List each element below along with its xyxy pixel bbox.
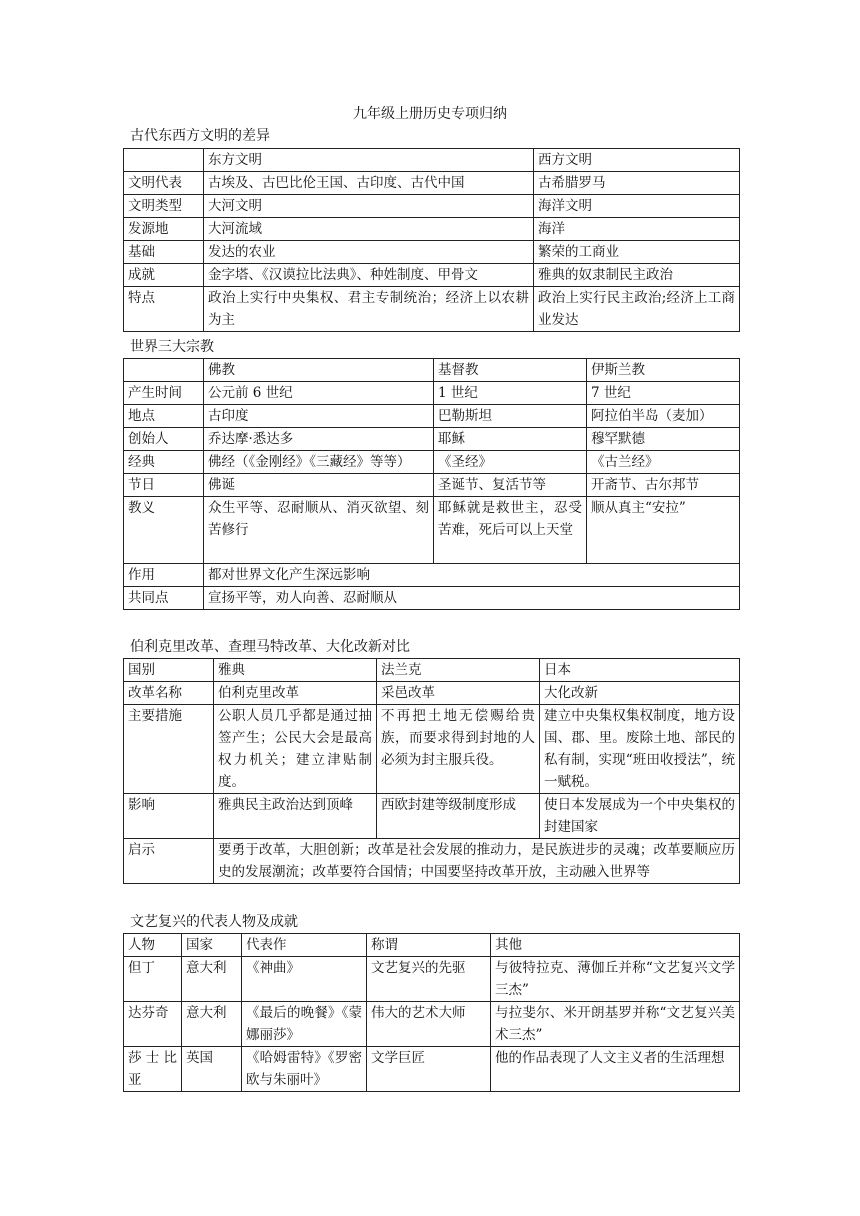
table-cell: 《古兰经》 <box>587 451 740 474</box>
table-cell: 要勇于改革，大胆创新；改革是社会发展的推动力，是民族进步的灵魂；改革要顺应历史的发展潮流；改革要符合国情；中国要坚持改革开放，主动融入世界等 <box>214 839 740 884</box>
table-cell: 雅典民主政治达到顶峰 <box>214 794 377 839</box>
table-cell: 公元前 6 世纪 <box>204 382 434 405</box>
table-cell: 穆罕默德 <box>587 428 740 451</box>
table-cell: 雅典 <box>214 659 377 682</box>
table-cell: 启示 <box>124 839 214 884</box>
table-row <box>124 264 740 287</box>
table-cell: 圣诞节、复活节等 <box>434 474 587 497</box>
table-cell: 使日本发展成为一个中央集权的封建国家 <box>540 794 740 839</box>
civilization-table <box>123 148 740 332</box>
table-cell: 教义 <box>124 497 204 564</box>
table-cell: 文明代表 <box>124 172 204 195</box>
table-cell: 影响 <box>124 794 214 839</box>
table-row <box>124 839 740 884</box>
table-row <box>124 497 740 564</box>
table-cell: 佛经（《金刚经》《三藏经》等等） <box>204 451 434 474</box>
table-cell: 称谓 <box>367 934 491 957</box>
table-cell: 节日 <box>124 474 204 497</box>
table-cell: 海洋 <box>534 218 740 241</box>
table-cell: 与彼特拉克、薄伽丘并称“文艺复兴文学三杰” <box>491 957 740 1002</box>
table-cell: 西欧封建等级制度形成 <box>377 794 540 839</box>
section-title-renaissance: 文艺复兴的代表人物及成就 <box>130 914 298 930</box>
table-cell: 创始人 <box>124 428 204 451</box>
table-cell: 巴勒斯坦 <box>434 405 587 428</box>
table-cell: 众生平等、忍耐顺从、消灭欲望、刻苦修行 <box>204 497 434 564</box>
table-cell: 代表作 <box>242 934 367 957</box>
table-cell: 建立中央集权集权制度，地方设国、郡、里。废除土地、部民的私有制，实现“班田收授法”，统一赋税。 <box>540 705 740 794</box>
table-cell: 基督教 <box>434 359 587 382</box>
table-row <box>124 1002 740 1047</box>
table-cell: 国家 <box>182 934 242 957</box>
table-cell: 日本 <box>540 659 740 682</box>
table-cell: 特点 <box>124 287 204 332</box>
table-cell: 金字塔、《汉谟拉比法典》、种姓制度、甲骨文 <box>204 264 534 287</box>
religions-table <box>123 358 740 610</box>
table-row <box>124 451 740 474</box>
table-cell: 东方文明 <box>204 149 534 172</box>
table-row <box>124 957 740 1002</box>
table-cell: 宣扬平等，劝人向善、忍耐顺从 <box>204 587 740 610</box>
table-cell: 古埃及、古巴比伦王国、古印度、古代中国 <box>204 172 534 195</box>
table-cell: 政治上实行中央集权、君主专制统治；经济上以农耕为主 <box>204 287 534 332</box>
table-cell: 古印度 <box>204 405 434 428</box>
table-cell: 他的作品表现了人文主义者的生活理想 <box>491 1047 740 1092</box>
table-cell: 伟大的艺术大师 <box>367 1002 491 1047</box>
table-cell: 成就 <box>124 264 204 287</box>
table-cell: 意大利 <box>182 957 242 1002</box>
table-cell: 开斋节、古尔邦节 <box>587 474 740 497</box>
table-cell: 不再把土地无偿赐给贵族，而要求得到封地的人必须为封主服兵役。 <box>377 705 540 794</box>
table-cell: 文艺复兴的先驱 <box>367 957 491 1002</box>
table-cell: 阿拉伯半岛（麦加） <box>587 405 740 428</box>
table-header-row <box>124 934 740 957</box>
table-cell: 主要措施 <box>124 705 214 794</box>
table-row <box>124 287 740 332</box>
table-cell: 文学巨匠 <box>367 1047 491 1092</box>
table-row <box>124 587 740 610</box>
table-header-row <box>124 659 740 682</box>
table-row <box>124 428 740 451</box>
table-cell: 发达的农业 <box>204 241 534 264</box>
table-cell: 《哈姆雷特》《罗密欧与朱丽叶》 <box>242 1047 367 1092</box>
table-cell: 佛诞 <box>204 474 434 497</box>
table-cell: 耶稣 <box>434 428 587 451</box>
table-cell: 大河文明 <box>204 195 534 218</box>
table-cell: 与拉斐尔、米开朗基罗并称“文艺复兴美术三杰” <box>491 1002 740 1047</box>
table-row <box>124 705 740 794</box>
table-cell: 乔达摩·悉达多 <box>204 428 434 451</box>
table-header-row <box>124 359 740 382</box>
section-title-reforms: 伯利克里改革、查理马特改革、大化改新对比 <box>130 639 410 655</box>
table-cell: 文明类型 <box>124 195 204 218</box>
page-title: 九年级上册历史专项归纳 <box>353 106 507 122</box>
table-row <box>124 474 740 497</box>
table-row <box>124 382 740 405</box>
table-row <box>124 1047 740 1092</box>
table-row <box>124 564 740 587</box>
table-cell: 《最后的晚餐》《蒙娜丽莎》 <box>242 1002 367 1047</box>
table-cell: 政治上实行民主政治;经济上工商业发达 <box>534 287 740 332</box>
table-cell: 大河流域 <box>204 218 534 241</box>
table-cell: 公职人员几乎都是通过抽签产生；公民大会是最高权力机关；建立津贴制度。 <box>214 705 377 794</box>
table-row <box>124 682 740 705</box>
table-cell: 意大利 <box>182 1002 242 1047</box>
table-row <box>124 405 740 428</box>
table-cell: 基础 <box>124 241 204 264</box>
table-cell: 海洋文明 <box>534 195 740 218</box>
table-cell: 但丁 <box>124 957 182 1002</box>
table-cell: 地点 <box>124 405 204 428</box>
table-cell: 《神曲》 <box>242 957 367 1002</box>
section-title-religions: 世界三大宗教 <box>130 339 214 355</box>
table-cell: 耶稣就是救世主，忍受苦难，死后可以上天堂 <box>434 497 587 564</box>
table-cell: 英国 <box>182 1047 242 1092</box>
table-cell: 达芬奇 <box>124 1002 182 1047</box>
table-cell: 法兰克 <box>377 659 540 682</box>
table-cell: 改革名称 <box>124 682 214 705</box>
table-cell: 7 世纪 <box>587 382 740 405</box>
table-cell: 国别 <box>124 659 214 682</box>
table-header-row <box>124 149 740 172</box>
table-cell: 经典 <box>124 451 204 474</box>
table-cell: 古希腊罗马 <box>534 172 740 195</box>
table-row <box>124 794 740 839</box>
table-cell: 1 世纪 <box>434 382 587 405</box>
table-cell: 伯利克里改革 <box>214 682 377 705</box>
table-row <box>124 218 740 241</box>
table-cell: 共同点 <box>124 587 204 610</box>
table-row <box>124 195 740 218</box>
table-cell: 西方文明 <box>534 149 740 172</box>
table-cell: 顺从真主“安拉” <box>587 497 740 564</box>
table-cell: 佛教 <box>204 359 434 382</box>
table-row <box>124 172 740 195</box>
table-cell: 采邑改革 <box>377 682 540 705</box>
table-cell: 雅典的奴隶制民主政治 <box>534 264 740 287</box>
table-cell: 大化改新 <box>540 682 740 705</box>
table-cell <box>124 149 204 172</box>
table-cell: 其他 <box>491 934 740 957</box>
table-cell: 发源地 <box>124 218 204 241</box>
section-title-civilization: 古代东西方文明的差异 <box>130 128 270 144</box>
table-cell: 都对世界文化产生深远影响 <box>204 564 740 587</box>
table-cell: 伊斯兰教 <box>587 359 740 382</box>
renaissance-table <box>123 933 740 1092</box>
table-cell: 繁荣的工商业 <box>534 241 740 264</box>
table-cell: 人物 <box>124 934 182 957</box>
table-cell: 莎士比亚 <box>124 1047 182 1092</box>
table-row <box>124 241 740 264</box>
table-cell: 作用 <box>124 564 204 587</box>
table-cell: 产生时间 <box>124 382 204 405</box>
reforms-table <box>123 658 740 884</box>
table-cell <box>124 359 204 382</box>
table-cell: 《圣经》 <box>434 451 587 474</box>
